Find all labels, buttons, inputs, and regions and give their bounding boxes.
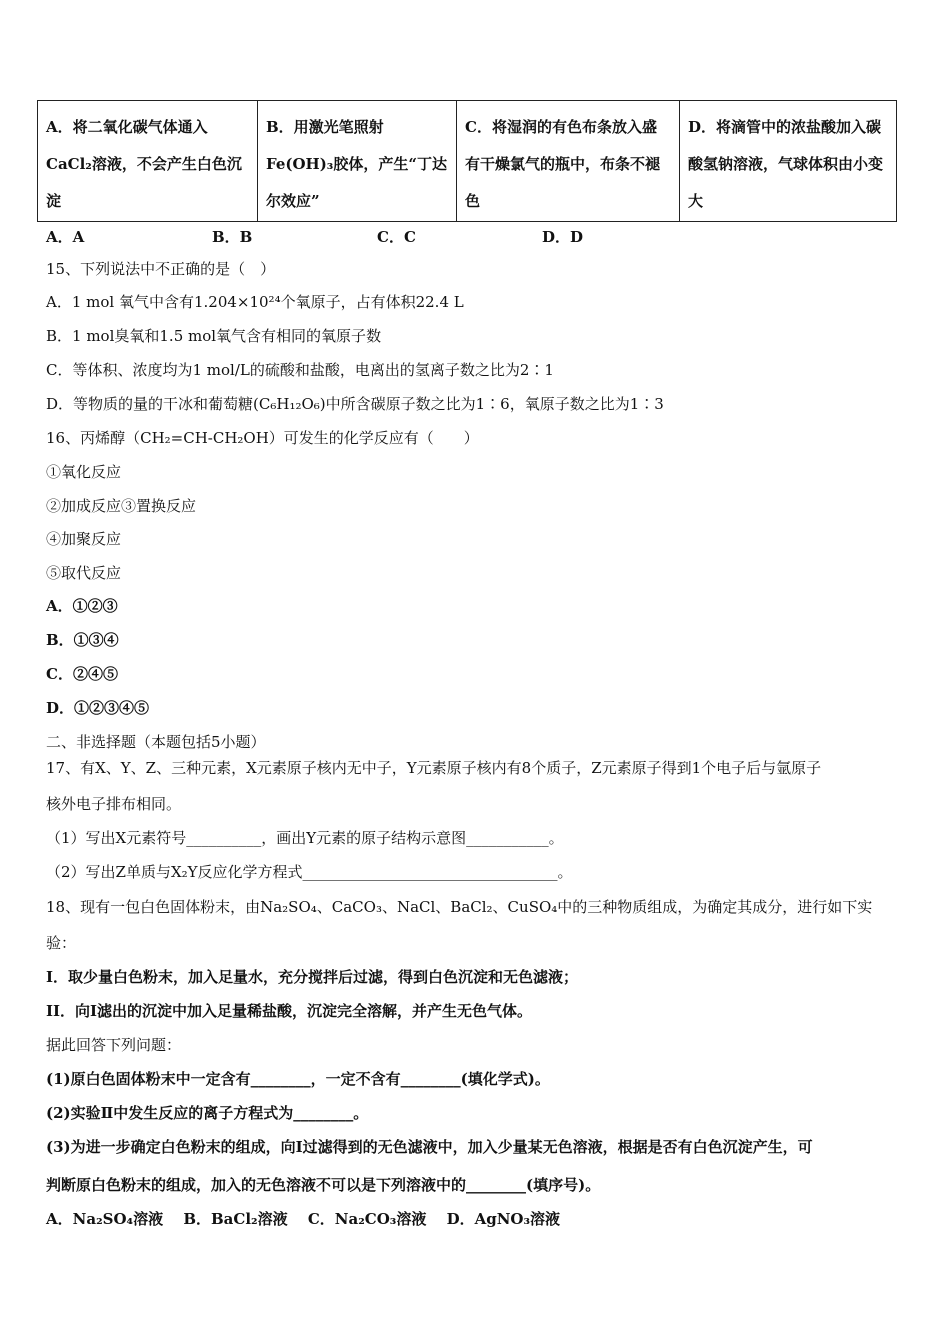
q15-option-c: C．等体积、浓度均为1 mol/L的硫酸和盐酸，电离出的氢离子数之比为2∶1 (46, 361, 554, 379)
section-heading: 二、非选择题（本题包括5小题） (46, 733, 266, 751)
q17-stem-line2: 核外电子排布相同。 (46, 795, 182, 813)
q16-option-c: C．②④⑤ (46, 665, 118, 683)
q16-item: ⑤取代反应 (46, 564, 122, 582)
q14-option-a: A．A (46, 228, 85, 246)
q18-answer2: (2)实验Ⅱ中发生反应的离子方程式为________。 (46, 1104, 369, 1122)
q17-part1: （1）写出X元素符号__________，画出Y元素的原子结构示意图___________。 (46, 829, 564, 847)
q16-item: ④加聚反应 (46, 530, 122, 548)
q16-item: ②加成反应③置换反应 (46, 497, 197, 515)
q15-option-a: A．1 mol 氧气中含有1.204×10²⁴个氧原子，占有体积22.4 L (46, 293, 464, 311)
q18-step1: I．取少量白色粉末，加入足量水，充分搅拌后过滤，得到白色沉淀和无色滤液； (46, 968, 579, 986)
q18-stem-line2: 验： (46, 934, 77, 952)
q16-option-d: D．①②③④⑤ (46, 699, 150, 717)
q14-options-table (37, 100, 897, 222)
table-cell-d: D．将滴管中的浓盐酸加入碳酸氢钠溶液，气球体积由小变大 (680, 101, 897, 222)
q16-option-b: B．①③④ (46, 631, 119, 649)
q15-stem: 15、下列说法中不正确的是（ ） (46, 260, 276, 278)
q18-answer3-line1: (3)为进一步确定白色粉末的组成，向Ⅰ过滤得到的无色滤液中，加入少量某无色溶液，根据是否有白色沉淀产生，可 (46, 1138, 813, 1156)
q18-prompt: 据此回答下列问题： (46, 1036, 182, 1054)
table-cell-c: C．将湿润的有色布条放入盛有干燥氯气的瓶中，布条不褪色 (457, 101, 680, 222)
q18-answer3-line2: 判断原白色粉末的组成，加入的无色溶液不可以是下列溶液中的________(填序号)。 (46, 1176, 601, 1194)
q18-step2: II．向Ⅰ滤出的沉淀中加入足量稀盐酸，沉淀完全溶解，并产生无色气体。 (46, 1002, 533, 1020)
q16-item: ①氧化反应 (46, 463, 122, 481)
q15-option-d: D．等物质的量的干冰和葡萄糖(C₆H₁₂O₆)中所含碳原子数之比为1∶6，氧原子数之比为1∶3 (46, 395, 664, 413)
q18-stem-line1: 18、现有一包白色固体粉末，由Na₂SO₄、CaCO₃、NaCl、BaCl₂、CuSO₄中的三种物质组成，为确定其成分，进行如下实 (46, 898, 873, 916)
table-cell-b: B．用激光笔照射Fe(OH)₃胶体，产生“丁达尔效应” (258, 101, 457, 222)
q17-stem-line1: 17、有X、Y、Z、三种元素，X元素原子核内无中子，Y元素原子核内有8个质子，Z元素原子得到1个电子后与氩原子 (46, 759, 822, 777)
q14-option-b: B．B (212, 228, 253, 246)
q16-option-a: A．①②③ (46, 597, 118, 615)
q14-option-d: D．D (542, 228, 584, 246)
q14-option-c: C．C (377, 228, 416, 246)
q16-stem: 16、丙烯醇（CH₂=CH-CH₂OH）可发生的化学反应有（ ） (46, 429, 479, 447)
q18-answer1: (1)原白色固体粉末中一定含有________，一定不含有________(填化学式)。 (46, 1070, 550, 1088)
q18-options: A．Na₂SO₄溶液 B．BaCl₂溶液 C．Na₂CO₃溶液 D．AgNO₃溶液 (46, 1210, 561, 1228)
q15-option-b: B．1 mol臭氧和1.5 mol氧气含有相同的氧原子数 (46, 327, 382, 345)
table-cell-a: A．将二氧化碳气体通入CaCl₂溶液，不会产生白色沉淀 (38, 101, 258, 222)
q17-part2: （2）写出Z单质与X₂Y反应化学方程式__________________________________。 (46, 863, 573, 881)
